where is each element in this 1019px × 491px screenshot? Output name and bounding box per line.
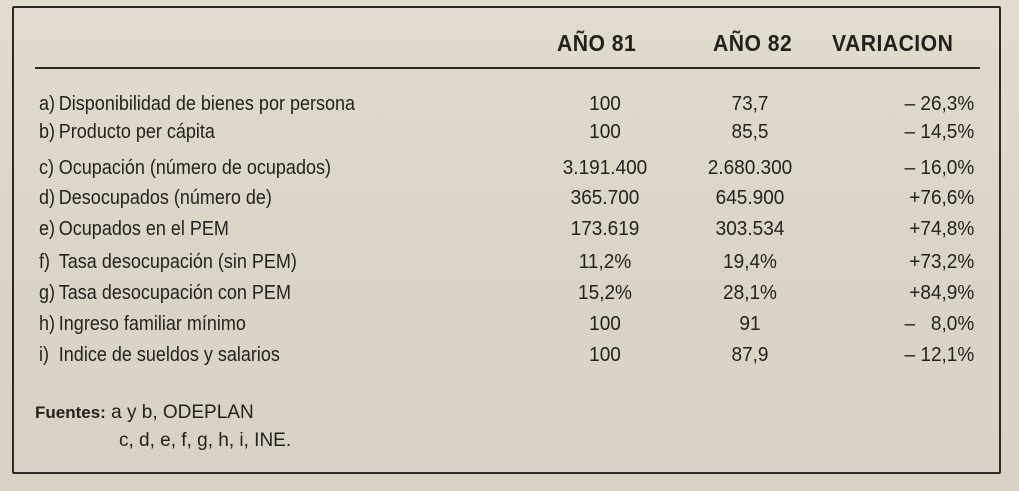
value-variacion: – 14,5% bbox=[904, 121, 975, 143]
value-variacion: – 26,3% bbox=[904, 93, 975, 115]
table-row bbox=[0, 344, 1019, 370]
value-ano-81: 365.700 bbox=[570, 187, 640, 209]
row-key: h) bbox=[39, 313, 56, 335]
value-ano-82: 73,7 bbox=[731, 93, 769, 115]
table-row bbox=[0, 218, 1019, 244]
header-ano-81: AÑO 81 bbox=[557, 30, 637, 56]
value-ano-81: 11,2% bbox=[578, 251, 632, 273]
table-row bbox=[0, 121, 1019, 147]
row-label bbox=[39, 93, 355, 116]
value-variacion: – 16,0% bbox=[904, 157, 975, 179]
value-ano-81: 3.191.400 bbox=[562, 157, 648, 179]
value-ano-81: 100 bbox=[589, 313, 621, 335]
row-text: Disponibilidad de bienes por persona bbox=[58, 93, 356, 115]
value-ano-82: 2.680.300 bbox=[707, 157, 793, 179]
value-variacion: +84,9% bbox=[909, 282, 975, 304]
row-key: g) bbox=[39, 282, 56, 304]
value-variacion: – 8,0% bbox=[904, 313, 975, 335]
value-variacion: +73,2% bbox=[909, 251, 975, 273]
header-variacion: VARIACION bbox=[832, 30, 954, 56]
row-key: i) bbox=[39, 344, 49, 366]
row-text: Tasa desocupación (sin PEM) bbox=[58, 251, 297, 273]
row-label bbox=[39, 344, 280, 367]
sources-text-1: a y b, ODEPLAN bbox=[111, 402, 254, 423]
row-label bbox=[39, 282, 291, 305]
header-rule bbox=[35, 67, 980, 69]
table-row bbox=[0, 282, 1019, 308]
row-text: Desocupados (número de) bbox=[58, 187, 272, 209]
row-key: a) bbox=[39, 93, 56, 115]
row-text: Ingreso familiar mínimo bbox=[58, 313, 246, 335]
row-key: c) bbox=[39, 157, 55, 179]
row-label bbox=[39, 251, 297, 274]
row-text: Ocupados en el PEM bbox=[58, 218, 229, 240]
value-ano-81: 100 bbox=[589, 93, 621, 115]
table-row bbox=[0, 187, 1019, 213]
value-ano-81: 100 bbox=[589, 121, 621, 143]
value-variacion: +74,8% bbox=[909, 218, 975, 240]
row-key: f) bbox=[39, 251, 50, 273]
value-ano-82: 303.534 bbox=[715, 218, 785, 240]
row-label bbox=[39, 121, 215, 144]
value-ano-82: 28,1% bbox=[723, 282, 777, 304]
row-key: e) bbox=[39, 218, 56, 240]
value-variacion: +76,6% bbox=[909, 187, 975, 209]
header-ano-82: AÑO 82 bbox=[713, 30, 793, 56]
row-text: Ocupación (número de ocupados) bbox=[58, 157, 331, 179]
row-text: Indice de sueldos y salarios bbox=[58, 344, 280, 366]
value-ano-81: 173.619 bbox=[570, 218, 640, 240]
value-ano-81: 100 bbox=[589, 344, 621, 366]
table-row bbox=[0, 157, 1019, 183]
row-text: Producto per cápita bbox=[58, 121, 215, 143]
value-ano-82: 19,4% bbox=[723, 251, 777, 273]
sources-line-1 bbox=[35, 402, 254, 424]
sources-text-2: c, d, e, f, g, h, i, INE. bbox=[119, 430, 292, 451]
row-text: Tasa desocupación con PEM bbox=[58, 282, 291, 304]
value-ano-82: 87,9 bbox=[731, 344, 769, 366]
row-label bbox=[39, 187, 272, 210]
row-label bbox=[39, 313, 246, 336]
value-ano-82: 91 bbox=[739, 313, 761, 335]
row-key: b) bbox=[39, 121, 56, 143]
table-row bbox=[0, 251, 1019, 277]
row-label bbox=[39, 157, 331, 180]
table-row bbox=[0, 313, 1019, 339]
table-row bbox=[0, 93, 1019, 119]
value-variacion: – 12,1% bbox=[904, 344, 975, 366]
row-key: d) bbox=[39, 187, 56, 209]
row-label bbox=[39, 218, 229, 241]
value-ano-82: 645.900 bbox=[715, 187, 785, 209]
sources-label: Fuentes: bbox=[35, 403, 106, 422]
value-ano-82: 85,5 bbox=[731, 121, 769, 143]
value-ano-81: 15,2% bbox=[578, 282, 632, 304]
